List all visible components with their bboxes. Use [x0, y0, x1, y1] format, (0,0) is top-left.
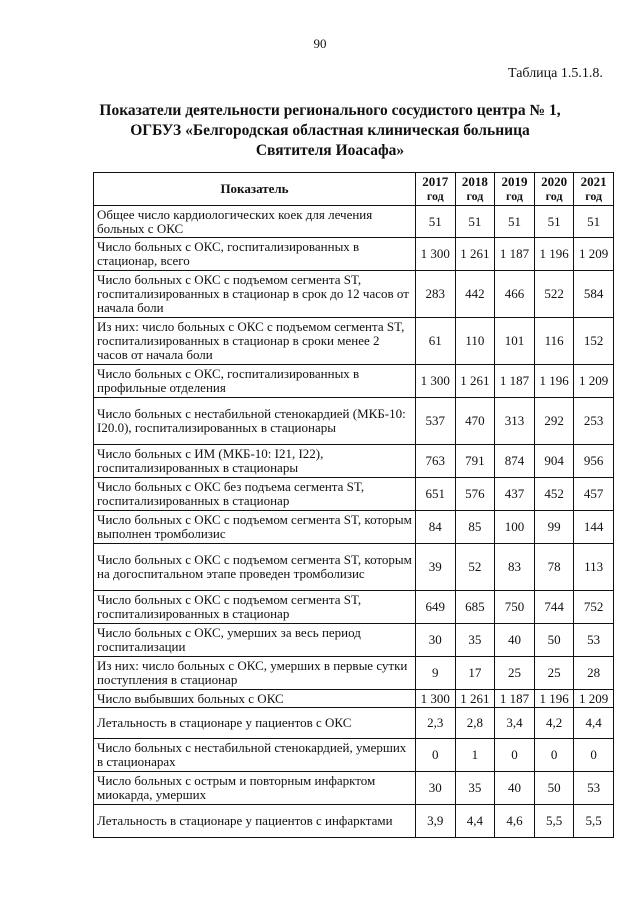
value-cell-2020: 78 [534, 544, 574, 591]
table-row [94, 478, 614, 511]
table-row [94, 624, 614, 657]
value-cell-2018: 1 261 [455, 238, 495, 271]
header-year [416, 173, 456, 206]
value-cell-2019: 437 [495, 478, 535, 511]
value-cell-2017: 763 [416, 445, 456, 478]
indicator-label: Общее число кардиологических коек для лечения больных с ОКС [94, 206, 416, 238]
header-year-unit: год [545, 189, 563, 203]
value-cell-2021: 1 209 [574, 365, 614, 398]
value-cell-2017: 2,3 [416, 708, 456, 739]
value-cell-2021: 152 [574, 318, 614, 365]
header-year-value: 2019 [501, 174, 528, 189]
value-cell-2019: 1 187 [495, 365, 535, 398]
value-cell-2017: 537 [416, 398, 456, 445]
indicator-label: Число больных с ОКС, госпитализированных в профильные отделения [94, 365, 416, 398]
value-cell-2020: 50 [534, 624, 574, 657]
value-cell-2017: 51 [416, 206, 456, 238]
value-cell-2021: 253 [574, 398, 614, 445]
value-cell-2021: 1 209 [574, 238, 614, 271]
table-row [94, 690, 614, 708]
value-cell-2021: 28 [574, 657, 614, 690]
table-row [94, 805, 614, 838]
value-cell-2018: 470 [455, 398, 495, 445]
value-cell-2020: 744 [534, 591, 574, 624]
table-row [94, 365, 614, 398]
indicator-label: Из них: число больных с ОКС, умерших в первые сутки поступления в стационар [94, 657, 416, 690]
table-row [94, 318, 614, 365]
value-cell-2020: 1 196 [534, 238, 574, 271]
value-cell-2020: 1 196 [534, 690, 574, 708]
value-cell-2017: 649 [416, 591, 456, 624]
table-row [94, 511, 614, 544]
value-cell-2017: 61 [416, 318, 456, 365]
value-cell-2020: 50 [534, 772, 574, 805]
value-cell-2019: 4,6 [495, 805, 535, 838]
header-year [455, 173, 495, 206]
value-cell-2021: 144 [574, 511, 614, 544]
value-cell-2021: 584 [574, 271, 614, 318]
value-cell-2018: 1 261 [455, 690, 495, 708]
indicator-label: Летальность в стационаре у пациентов с инфарктами [94, 805, 416, 838]
value-cell-2020: 0 [534, 739, 574, 772]
indicator-label: Число больных с ОКС с подъемом сегмента ST, госпитализированных в стационар в срок до 12 часов от начала боли [94, 271, 416, 318]
value-cell-2018: 1 261 [455, 365, 495, 398]
value-cell-2019: 874 [495, 445, 535, 478]
value-cell-2020: 452 [534, 478, 574, 511]
value-cell-2020: 1 196 [534, 365, 574, 398]
value-cell-2018: 685 [455, 591, 495, 624]
value-cell-2017: 0 [416, 739, 456, 772]
value-cell-2021: 5,5 [574, 805, 614, 838]
value-cell-2021: 752 [574, 591, 614, 624]
value-cell-2019: 3,4 [495, 708, 535, 739]
page-number: 90 [313, 36, 327, 51]
header-year-unit: год [585, 189, 603, 203]
value-cell-2020: 25 [534, 657, 574, 690]
header-year-unit: год [466, 189, 484, 203]
value-cell-2017: 1 300 [416, 365, 456, 398]
table-header-row [94, 173, 614, 206]
value-cell-2018: 35 [455, 772, 495, 805]
indicator-label: Число больных с нестабильной стенокардией (МКБ-10: I20.0), госпитализированных в стационары [94, 398, 416, 445]
value-cell-2018: 576 [455, 478, 495, 511]
title-line: ОГБУЗ «Белгородская областная клиническая больница [130, 122, 530, 139]
title-line: Показатели деятельности регионального сосудистого центра № 1, [99, 102, 561, 119]
indicator-label: Число больных с нестабильной стенокардией, умерших в стационарах [94, 739, 416, 772]
value-cell-2018: 4,4 [455, 805, 495, 838]
table-row [94, 657, 614, 690]
indicator-label: Число больных с ОКС с подъемом сегмента ST, которым на догоспитальном этапе проведен тромболизис [94, 544, 416, 591]
value-cell-2020: 99 [534, 511, 574, 544]
header-year-value: 2018 [461, 174, 488, 189]
value-cell-2020: 522 [534, 271, 574, 318]
value-cell-2017: 30 [416, 624, 456, 657]
value-cell-2019: 101 [495, 318, 535, 365]
header-year [495, 173, 535, 206]
title-line: Святителя Иоасафа» [255, 142, 405, 159]
table-label: Таблица 1.5.1.8. [508, 66, 603, 81]
header-year [534, 173, 574, 206]
value-cell-2017: 9 [416, 657, 456, 690]
value-cell-2019: 83 [495, 544, 535, 591]
value-cell-2021: 51 [574, 206, 614, 238]
indicator-label: Число больных с ОКС, госпитализированных в стационар, всего [94, 238, 416, 271]
value-cell-2017: 30 [416, 772, 456, 805]
value-cell-2017: 283 [416, 271, 456, 318]
table-body [94, 206, 614, 838]
header-year-value: 2020 [541, 174, 568, 189]
value-cell-2019: 51 [495, 206, 535, 238]
indicator-label: Число больных с ОКС с подъемом сегмента ST, которым выполнен тромболизис [94, 511, 416, 544]
value-cell-2019: 750 [495, 591, 535, 624]
value-cell-2017: 1 300 [416, 690, 456, 708]
value-cell-2020: 51 [534, 206, 574, 238]
value-cell-2020: 904 [534, 445, 574, 478]
value-cell-2018: 1 [455, 739, 495, 772]
value-cell-2019: 100 [495, 511, 535, 544]
value-cell-2018: 791 [455, 445, 495, 478]
value-cell-2018: 51 [455, 206, 495, 238]
indicator-label: Из них: число больных с ОКС с подъемом сегмента ST, госпитализированных в стационар в сроки менее 2 часов от начала боли [94, 318, 416, 365]
value-cell-2019: 313 [495, 398, 535, 445]
value-cell-2021: 0 [574, 739, 614, 772]
table-row [94, 544, 614, 591]
table-row [94, 445, 614, 478]
value-cell-2017: 84 [416, 511, 456, 544]
table-row [94, 591, 614, 624]
value-cell-2020: 4,2 [534, 708, 574, 739]
table-row [94, 708, 614, 739]
value-cell-2017: 1 300 [416, 238, 456, 271]
table-row [94, 271, 614, 318]
value-cell-2021: 1 209 [574, 690, 614, 708]
value-cell-2019: 466 [495, 271, 535, 318]
table-row [94, 739, 614, 772]
value-cell-2017: 39 [416, 544, 456, 591]
value-cell-2019: 40 [495, 624, 535, 657]
table-row [94, 772, 614, 805]
value-cell-2018: 85 [455, 511, 495, 544]
value-cell-2017: 651 [416, 478, 456, 511]
header-year [574, 173, 614, 206]
value-cell-2019: 1 187 [495, 238, 535, 271]
header-year-value: 2021 [580, 174, 607, 189]
value-cell-2020: 5,5 [534, 805, 574, 838]
value-cell-2018: 17 [455, 657, 495, 690]
header-year-unit: год [506, 189, 523, 203]
indicator-label: Число выбывших больных с ОКС [94, 690, 416, 708]
table-row [94, 206, 614, 238]
value-cell-2021: 457 [574, 478, 614, 511]
value-cell-2018: 52 [455, 544, 495, 591]
table-row [94, 238, 614, 271]
value-cell-2019: 25 [495, 657, 535, 690]
table-row [94, 398, 614, 445]
indicator-label: Число больных с ОКС с подъемом сегмента ST, госпитализированных в стационар [94, 591, 416, 624]
value-cell-2018: 2,8 [455, 708, 495, 739]
indicator-label: Число больных с ОКС без подъема сегмента ST, госпитализированных в стационар [94, 478, 416, 511]
indicator-label: Летальность в стационаре у пациентов с ОКС [94, 708, 416, 739]
value-cell-2021: 956 [574, 445, 614, 478]
indicator-label: Число больных с острым и повторным инфарктом миокарда, умерших [94, 772, 416, 805]
value-cell-2020: 292 [534, 398, 574, 445]
indicators-table [93, 172, 614, 838]
value-cell-2018: 110 [455, 318, 495, 365]
header-year-unit: год [426, 189, 444, 203]
value-cell-2021: 53 [574, 772, 614, 805]
value-cell-2017: 3,9 [416, 805, 456, 838]
value-cell-2021: 113 [574, 544, 614, 591]
value-cell-2019: 0 [495, 739, 535, 772]
indicator-label: Число больных с ОКС, умерших за весь период госпитализации [94, 624, 416, 657]
value-cell-2019: 1 187 [495, 690, 535, 708]
value-cell-2018: 442 [455, 271, 495, 318]
value-cell-2021: 53 [574, 624, 614, 657]
header-indicator: Показатель [94, 173, 416, 206]
value-cell-2020: 116 [534, 318, 574, 365]
header-year-value: 2017 [422, 174, 449, 189]
indicator-label: Число больных с ИМ (МКБ-10: I21, I22), госпитализированных в стационары [94, 445, 416, 478]
value-cell-2021: 4,4 [574, 708, 614, 739]
document-title [40, 101, 620, 161]
value-cell-2019: 40 [495, 772, 535, 805]
value-cell-2018: 35 [455, 624, 495, 657]
